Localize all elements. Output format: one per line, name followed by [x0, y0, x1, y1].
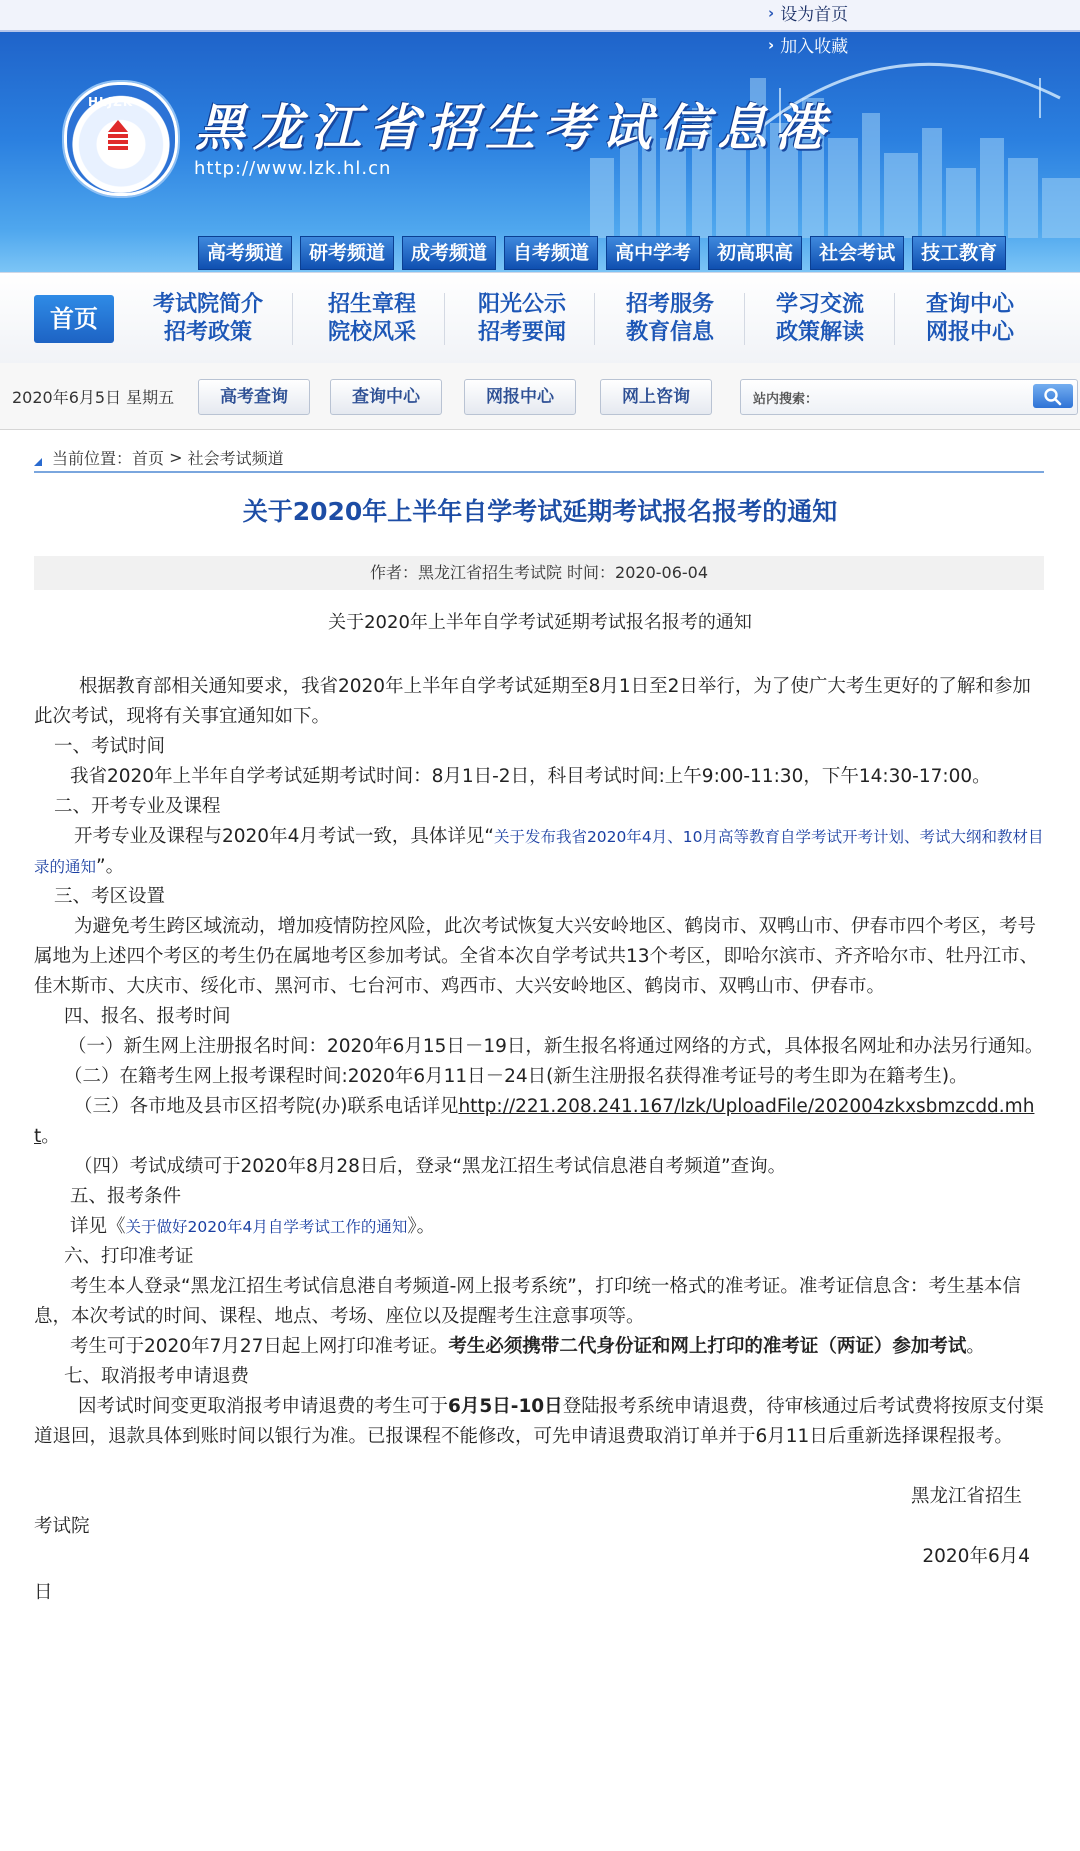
breadcrumb	[34, 446, 284, 469]
section-paragraph	[34, 1212, 1044, 1242]
section-paragraph: 我省2020年上半年自学考试延期考试时间：8月1日-2日，科目考试时间:上午9:00-11:30，下午14:30-17:00。	[70, 766, 991, 787]
section-heading: 六、打印准考证	[64, 1246, 194, 1267]
current-date: 2020年6月5日 星期五	[12, 388, 175, 407]
exam-work-notice-link[interactable]: 关于做好2020年4月自学考试工作的通知	[125, 1218, 408, 1236]
quick-bar	[0, 363, 1080, 430]
nav-link-policy[interactable]: 招考政策	[163, 320, 252, 345]
section-paragraph: （一）新生网上注册报名时间：2020年6月15日－19日，新生报名将通过网络的方式，具体报名网址和办法另行通知。	[68, 1036, 1044, 1057]
search-label: 站内搜索：	[753, 392, 819, 407]
article-body	[34, 672, 1044, 1608]
section-paragraph	[34, 822, 1044, 882]
signature-date: 2020年6月4	[922, 1546, 1030, 1567]
logo-emblem-icon	[104, 118, 132, 152]
section-heading: 二、开考专业及课程	[54, 796, 221, 817]
text-fragment: 登陆报考系统申请退费，待审核通过后考试费将按原支付渠道退回，退款具体到账时间以银行为准。已报课程不能修改，可先申请退费取消订单并于6月11日后重新选择课程报考。	[34, 1396, 1044, 1447]
text-fragment: 考生可于2020年7月27日起上网打印准考证。	[70, 1336, 449, 1357]
top-strip	[0, 0, 1080, 32]
nav-link-education[interactable]: 教育信息	[625, 320, 714, 345]
nav-link-interpretation[interactable]: 政策解读	[775, 320, 864, 345]
breadcrumb-prefix: 当前位置：	[52, 449, 133, 468]
nav-link-intro[interactable]: 考试院简介	[152, 292, 263, 317]
channel-tabs	[198, 236, 1006, 270]
section-paragraph: （四）考试成绩可于2020年8月28日后，登录“黑龙江招生考试信息港自考频道”查询。	[74, 1156, 787, 1177]
section-heading: 五、报考条件	[70, 1186, 182, 1207]
nav-column-1	[148, 291, 268, 347]
text-fragment: 。	[41, 1126, 60, 1147]
nav-column-4	[610, 291, 730, 347]
nav-link-query-center[interactable]: 查询中心	[925, 292, 1014, 317]
section-heading: 三、考区设置	[54, 886, 166, 907]
add-favorite-label: 加入收藏	[780, 37, 849, 57]
nav-column-2	[312, 291, 432, 347]
main-nav	[0, 272, 1080, 364]
nav-link-colleges[interactable]: 院校风采	[327, 320, 416, 345]
nav-column-5	[760, 291, 880, 347]
signature-org: 黑龙江省招生	[910, 1486, 1022, 1507]
article-meta: 作者：黑龙江省招生考试院 时间：2020-06-04	[34, 556, 1044, 590]
section-heading: 四、报名、报考时间	[64, 1006, 231, 1027]
text-fragment: ”。	[96, 856, 125, 877]
article-title: 关于2020年上半年自学考试延期考试报名报考的通知	[242, 497, 838, 526]
exam-plan-link[interactable]: 关于发布我省2020年4月、10月高等教育自学考试开考计划、考试大纲和教材目录的通知	[34, 828, 1044, 876]
search-input[interactable]	[833, 386, 1017, 408]
section-paragraph	[34, 1392, 1044, 1452]
text-fragment: 。	[966, 1336, 985, 1357]
bold-date-range: 6月5日-10日	[448, 1396, 563, 1417]
site-banner	[0, 0, 1080, 272]
tab-chengkao[interactable]: 成考频道	[402, 236, 496, 270]
nav-divider	[444, 293, 445, 345]
site-url: http://www.lzk.hl.cn	[194, 158, 392, 179]
text-fragment: 详见《	[70, 1216, 126, 1237]
query-center-button[interactable]: 查询中心	[330, 379, 442, 415]
section-heading: 一、考试时间	[54, 736, 166, 757]
nav-divider	[594, 293, 595, 345]
nav-column-3	[462, 291, 582, 347]
spacer	[34, 1452, 1044, 1482]
tab-shehui[interactable]: 社会考试	[810, 236, 904, 270]
article-subtitle: 关于2020年上半年自学考试延期考试报名报考的通知	[328, 612, 752, 633]
signature-date-continued: 日	[34, 1582, 53, 1603]
nav-divider	[894, 293, 895, 345]
nav-link-exchange[interactable]: 学习交流	[775, 292, 864, 317]
set-home-link[interactable]	[768, 0, 848, 25]
breadcrumb-triangle-icon	[34, 458, 42, 466]
nav-divider	[292, 293, 293, 345]
breadcrumb-current[interactable]: 社会考试频道	[187, 449, 284, 468]
breadcrumb-separator: >	[164, 448, 188, 467]
tab-zikao[interactable]: 自考频道	[504, 236, 598, 270]
section-heading: 七、取消报考申请退费	[64, 1366, 250, 1387]
search-icon	[1033, 384, 1073, 408]
online-consult-button[interactable]: 网上咨询	[600, 379, 712, 415]
breadcrumb-home-link[interactable]: 首页	[132, 449, 165, 468]
tab-yankao[interactable]: 研考频道	[300, 236, 394, 270]
section-paragraph: （二）在籍考生网上报考课程时间:2020年6月11日－24日(新生注册报名获得准考证号的考生即为在籍考生)。	[64, 1066, 968, 1087]
section-paragraph: 考生本人登录“黑龙江招生考试信息港自考频道-网上报考系统”，打印统一格式的准考证。准考证信息含：考生基本信息，本次考试的时间、课程、地点、考场、座位以及提醒考生注意事项等。	[34, 1276, 1021, 1327]
section-paragraph: 为避免考生跨区域流动，增加疫情防控风险，此次考试恢复大兴安岭地区、鹤岗市、双鸭山市、伊春市四个考区，考号属地为上述四个考区的考生仍在属地考区参加考试。全省本次自学考试共13个考区，即哈尔滨市、齐齐哈尔市、牡丹江市、佳木斯市、大庆市、绥化市、黑河市、七台河市、鸡西市、大兴安岭地区、鹤岗市、双鸭山市、伊春市。	[34, 916, 1039, 997]
contact-url-link[interactable]: http://221.208.241.167/lzk/UploadFile/202004zkxsbmzcdd.mht	[34, 1096, 1035, 1147]
nav-link-charter[interactable]: 招生章程	[327, 292, 416, 317]
set-home-label: 设为首页	[780, 5, 849, 25]
text-fragment: 》。	[407, 1216, 436, 1237]
nav-divider	[744, 293, 745, 345]
chevron-right-icon: ›	[768, 3, 775, 22]
bold-notice: 考生必须携带二代身份证和网上打印的准考证（两证）参加考试	[448, 1336, 967, 1357]
registration-center-button[interactable]: 网报中心	[464, 379, 576, 415]
nav-link-registration-center[interactable]: 网报中心	[925, 320, 1014, 345]
chevron-right-icon: ›	[768, 35, 775, 54]
site-title: 黑龙江省招生考试信息港	[195, 98, 833, 157]
tab-gaokao[interactable]: 高考频道	[198, 236, 292, 270]
section-paragraph	[34, 1092, 1044, 1152]
signature-org-continued: 考试院	[34, 1516, 90, 1537]
search-button[interactable]	[1033, 384, 1073, 408]
tab-zhigao[interactable]: 初高职高	[708, 236, 802, 270]
text-fragment: （三）各市地及县市区招考院(办)联系电话详见	[74, 1096, 459, 1117]
text-fragment: 因考试时间变更取消报考申请退费的考生可于	[78, 1396, 449, 1417]
text-fragment: 开考专业及课程与2020年4月考试一致，具体详见“	[74, 826, 494, 847]
tab-xuekao[interactable]: 高中学考	[606, 236, 700, 270]
nav-link-publicity[interactable]: 阳光公示	[477, 292, 566, 317]
breadcrumb-underline	[34, 471, 1044, 473]
logo-abbr: HLJZK	[88, 95, 134, 109]
tab-jigong[interactable]: 技工教育	[912, 236, 1006, 270]
nav-link-service[interactable]: 招考服务	[625, 292, 714, 317]
home-button[interactable]: 首页	[34, 295, 114, 343]
nav-column-6	[910, 291, 1030, 347]
gaokao-query-button[interactable]: 高考查询	[198, 379, 310, 415]
nav-link-news[interactable]: 招考要闻	[477, 320, 566, 345]
intro-paragraph: 根据教育部相关通知要求，我省2020年上半年自学考试延期至8月1日至2日举行，为了使广大考生更好的了解和参加此次考试，现将有关事宜通知如下。	[34, 676, 1031, 727]
section-paragraph	[34, 1332, 1044, 1362]
site-search	[740, 379, 1078, 415]
